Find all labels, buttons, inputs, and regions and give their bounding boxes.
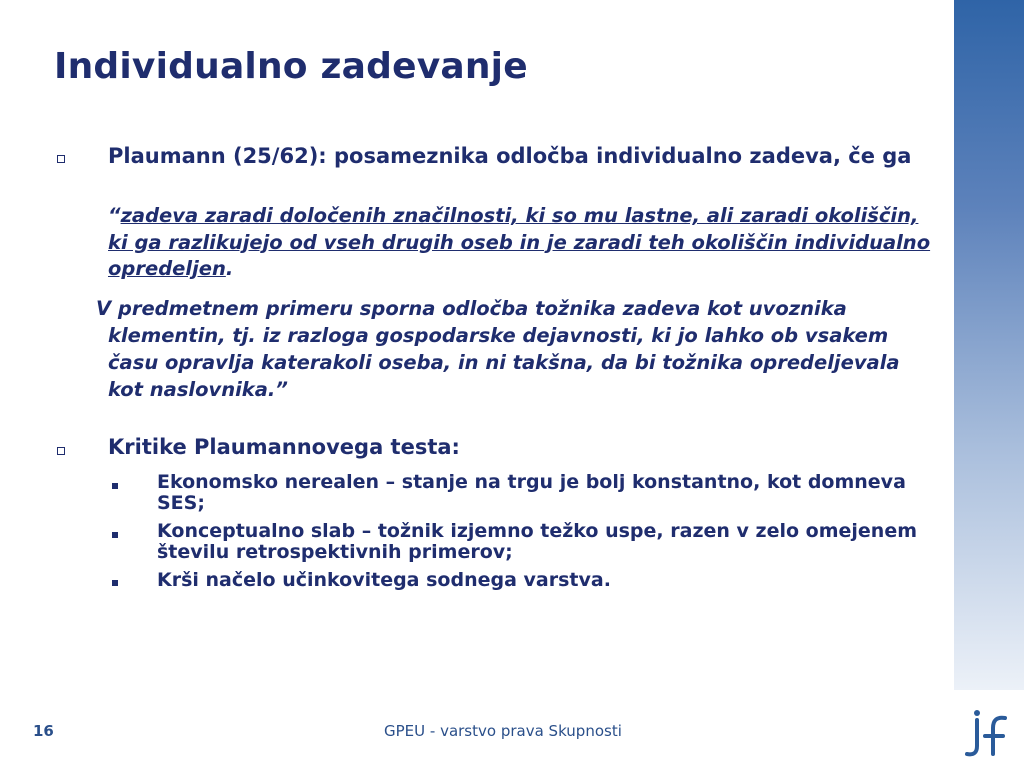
sub-list-item: Ekonomsko nerealen – stanje na trgu je bolj konstantno, kot domneva SES; (157, 471, 906, 514)
footer-text: GPEU - varstvo prava Skupnosti (384, 722, 622, 740)
bullet-heading: Kritike Plaumannovega testa: (108, 435, 460, 459)
decorative-side-band (954, 0, 1024, 690)
filled-square-bullet-icon (112, 580, 118, 586)
slide-title: Individualno zadevanje (54, 46, 528, 87)
quote-end-mark: . (225, 257, 234, 280)
quote-text (108, 203, 938, 283)
sub-list-item: Konceptualno slab – tožnik izjemno težko uspe, razen v zelo omejenem številu retrospektivnih primerov; (157, 520, 917, 563)
filled-square-bullet-icon (112, 532, 118, 538)
page-number: 16 (33, 722, 54, 740)
jf-logo-icon (957, 706, 1013, 762)
quote-paragraph: V predmetnem primeru sporna odločba tožnika zadeva kot uvoznika klementin, tj. iz razloga gospodarske dejavnosti, ki jo lahko ob vsakem času opravlja katerakoli oseba, in ni takšna, da bi tožnika opredeljevala kot naslovnika.” (96, 297, 900, 401)
quote-underlined-text: zadeva zaradi določenih značilnosti, ki so mu lastne, ali zaradi okoliščin, ki ga razlikujejo od vseh drugih oseb in je zaradi teh okoliščin individualno opredeljen (108, 204, 931, 280)
sub-list-item: Krši načelo učinkovitega sodnega varstva. (157, 569, 611, 591)
quote-open-mark: “ (108, 204, 121, 227)
hollow-square-bullet-icon (57, 155, 65, 163)
filled-square-bullet-icon (112, 483, 118, 489)
bullet-lead-text: Plaumann (25/62): posameznika odločba individualno zadeva, če ga (108, 144, 912, 168)
hollow-square-bullet-icon (57, 447, 65, 455)
